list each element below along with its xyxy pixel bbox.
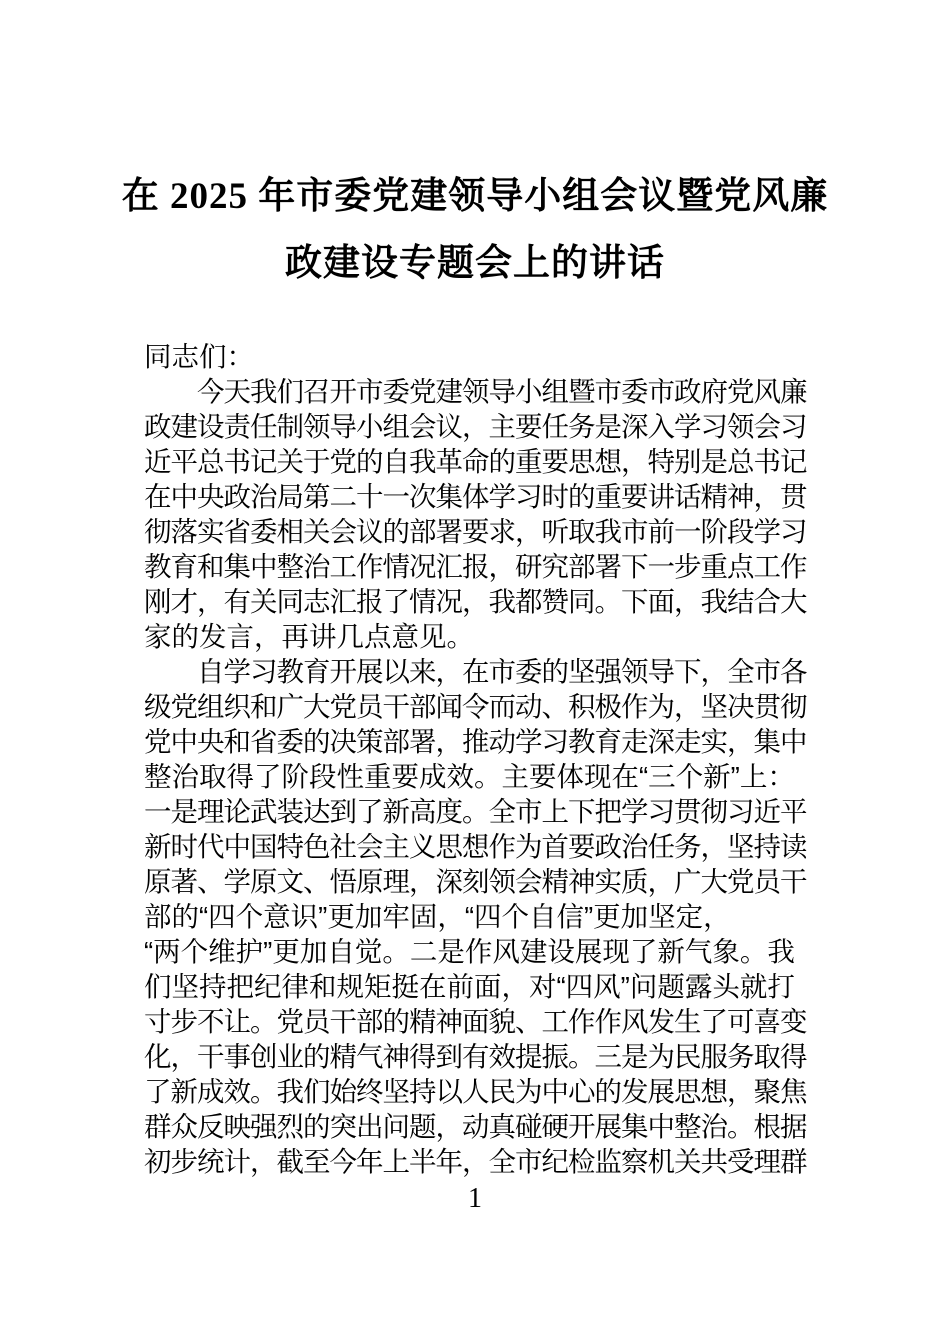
title-line-2: 政建设专题会上的讲话 — [285, 243, 665, 284]
body-text-line: 了新成效。我们始终坚持以人民为中心的发展思想，聚焦 — [144, 1076, 807, 1107]
body-text-line: 彻落实省委相关会议的部署要求，听取我市前一阶段学习 — [144, 516, 807, 547]
body-text-line: 新时代中国特色社会主义思想作为首要政治任务，坚持读 — [144, 831, 807, 862]
body-text-line: 级党组织和广大党员干部闻令而动、积极作为，坚决贯彻 — [144, 691, 807, 722]
body-text-line: 原著、学原文、悟原理，深刻领会精神实质，广大党员干 — [144, 866, 807, 897]
body-text-line: 在中央政治局第二十一次集体学习时的重要讲话精神，贯 — [144, 481, 807, 512]
body-text-line: 自学习教育开展以来，在市委的坚强领导下，全市各 — [144, 656, 807, 687]
body-text-line: 政建设责任制领导小组会议，主要任务是深入学习领会习 — [144, 411, 807, 442]
title-line-1: 在 2025 年市委党建领导小组会议暨党风廉 — [121, 176, 829, 217]
body-text-line: 化，干事创业的精气神得到有效提振。三是为民服务取得 — [144, 1041, 807, 1072]
body-text-line: 整治取得了阶段性重要成效。主要体现在“三个新”上： — [144, 761, 795, 792]
body-text-line: 党中央和省委的决策部署，推动学习教育走深走实，集中 — [144, 726, 807, 757]
body-text-line: 部的“四个意识”更加牢固，“四个自信”更加坚定， — [144, 901, 731, 932]
body-text-line: 教育和集中整治工作情况汇报，研究部署下一步重点工作 — [144, 551, 807, 582]
document-title — [0, 163, 950, 297]
document-body — [144, 339, 807, 1179]
body-text-line: 们坚持把纪律和规矩挺在前面，对“四风”问题露头就打 — [144, 971, 795, 1002]
body-text-line: 家的发言，再讲几点意见。 — [144, 621, 474, 652]
body-text-line: “两个维护”更加自觉。二是作风建设展现了新气象。我 — [144, 936, 795, 967]
body-text-line: 同志们： — [144, 341, 254, 372]
body-text-line: 今天我们召开市委党建领导小组暨市委市政府党风廉 — [144, 376, 807, 407]
body-text-line: 初步统计，截至今年上半年，全市纪检监察机关共受理群 — [144, 1146, 807, 1177]
body-text-line: 刚才，有关同志汇报了情况，我都赞同。下面，我结合大 — [144, 586, 807, 617]
body-text-line: 寸步不让。党员干部的精神面貌、工作作风发生了可喜变 — [144, 1006, 807, 1037]
body-text-line: 一是理论武装达到了新高度。全市上下把学习贯彻习近平 — [144, 796, 807, 827]
body-text-line: 群众反映强烈的突出问题，动真碰硬开展集中整治。根据 — [144, 1111, 807, 1142]
body-text-line: 近平总书记关于党的自我革命的重要思想，特别是总书记 — [144, 446, 807, 477]
page-number: 1 — [468, 1183, 482, 1214]
